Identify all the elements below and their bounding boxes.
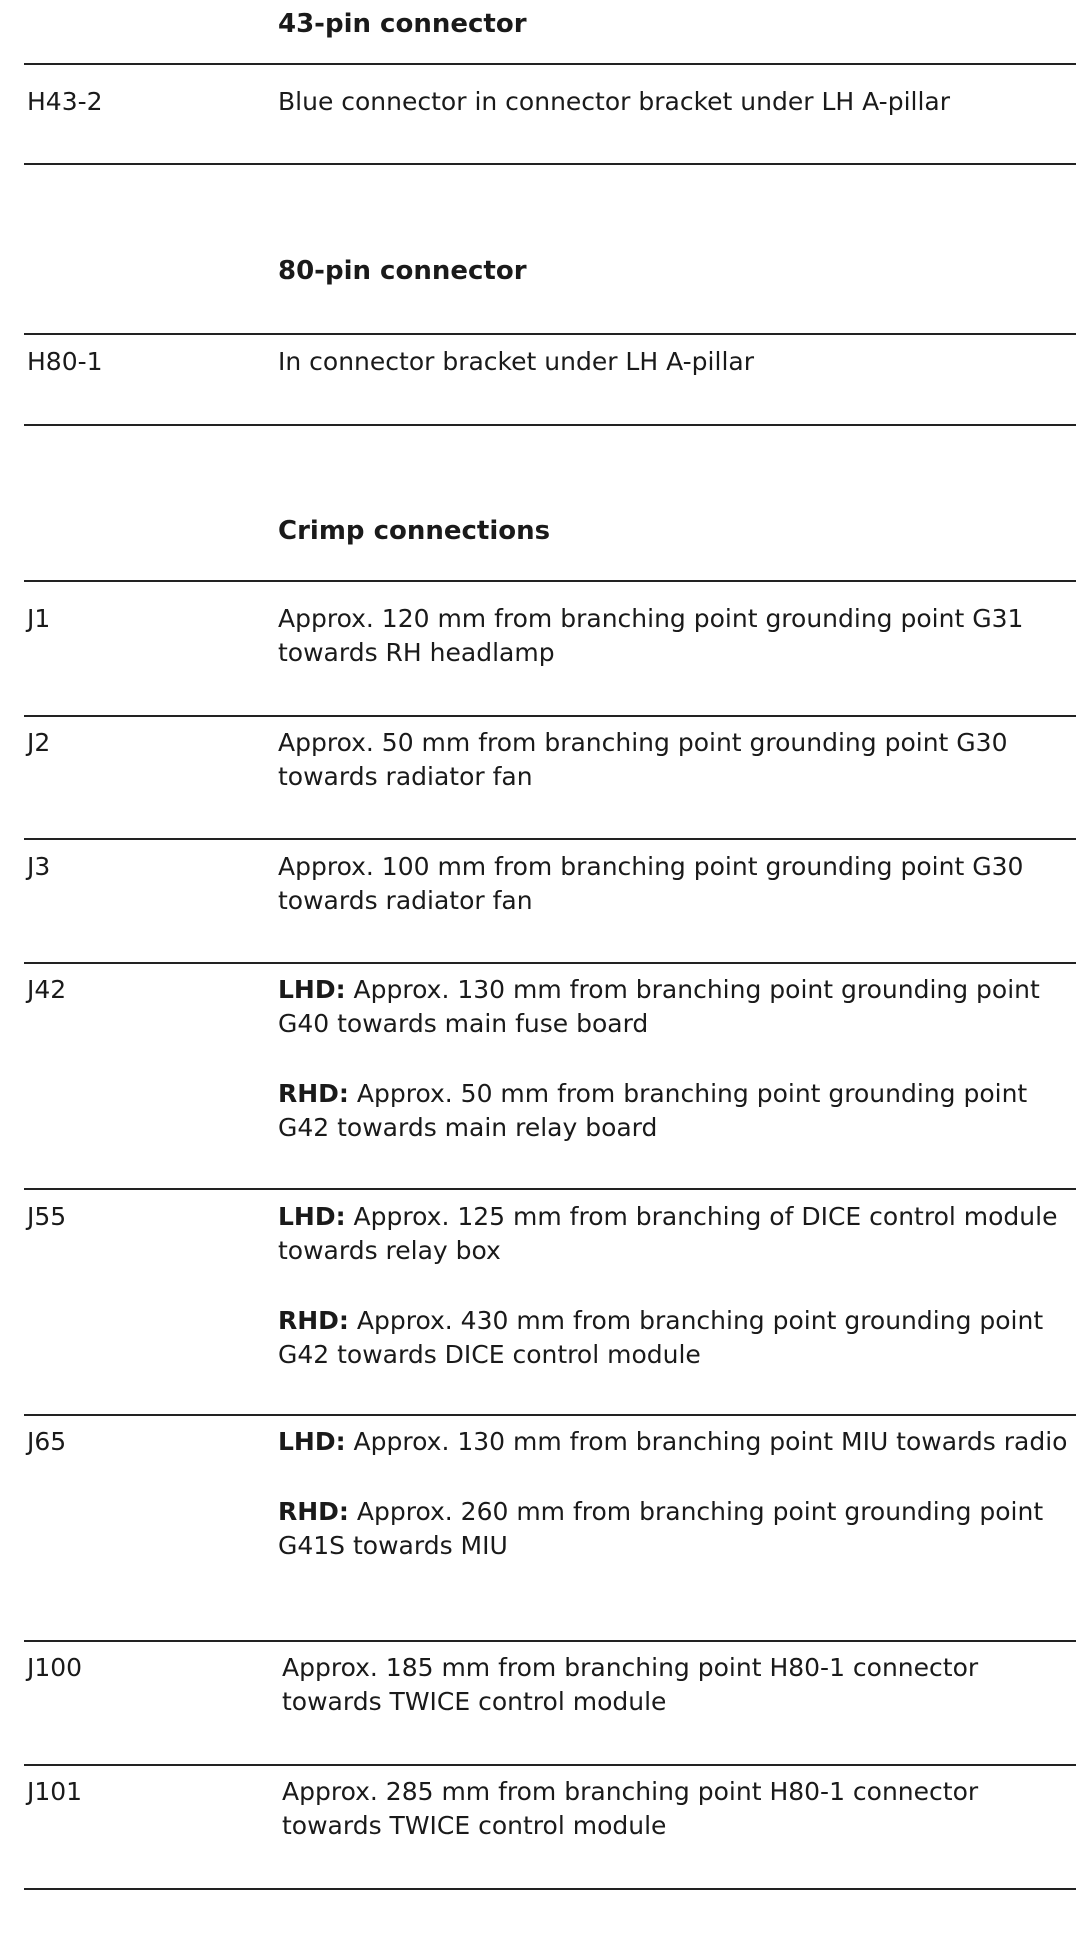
table-rule [24, 163, 1076, 165]
lhd-note [278, 1200, 1076, 1268]
table-rule [24, 333, 1076, 335]
rhd-note [278, 1495, 1076, 1563]
section-heading-43-pin: 43-pin connector [278, 9, 527, 39]
crimp-code: J101 [27, 1777, 83, 1806]
crimp-description: Approx. 50 mm from branching point grounding point G30 towards radiator fan [278, 728, 1008, 791]
table-rule [24, 1640, 1076, 1642]
crimp-code: J55 [27, 1202, 67, 1231]
rhd-text: Approx. 260 mm from branching point grounding point G41S towards MIU [278, 1497, 1044, 1560]
section-heading-80-pin: 80-pin connector [278, 256, 527, 286]
connector-code: H43-2 [27, 87, 103, 116]
crimp-description: Approx. 120 mm from branching point grounding point G31 towards RH headlamp [278, 604, 1024, 667]
table-rule [24, 962, 1076, 964]
crimp-description: Approx. 185 mm from branching point H80-1 connector towards TWICE control module [282, 1653, 979, 1716]
lhd-label: LHD: [278, 1427, 346, 1456]
table-rule [24, 63, 1076, 65]
lhd-text: Approx. 130 mm from branching point grounding point G40 towards main fuse board [278, 975, 1040, 1038]
lhd-label: LHD: [278, 975, 346, 1004]
crimp-description: Approx. 285 mm from branching point H80-1 connector towards TWICE control module [282, 1777, 979, 1840]
table-rule [24, 838, 1076, 840]
lhd-note [278, 1425, 1076, 1459]
connector-description: Blue connector in connector bracket under LH A-pillar [278, 87, 951, 116]
crimp-code: J2 [27, 728, 51, 757]
crimp-description: Approx. 100 mm from branching point grounding point G30 towards radiator fan [278, 852, 1024, 915]
crimp-description [278, 973, 1076, 1145]
table-rule [24, 715, 1076, 717]
rhd-label: RHD: [278, 1079, 349, 1108]
lhd-note [278, 973, 1076, 1041]
connector-description: In connector bracket under LH A-pillar [278, 347, 754, 376]
table-rule [24, 580, 1076, 582]
table-rule [24, 1888, 1076, 1890]
rhd-note [278, 1077, 1076, 1145]
crimp-code: J3 [27, 852, 51, 881]
crimp-description [278, 1200, 1076, 1372]
crimp-description [278, 1425, 1076, 1563]
rhd-note [278, 1304, 1076, 1372]
connector-code: H80-1 [27, 347, 103, 376]
crimp-code: J65 [27, 1427, 67, 1456]
table-rule [24, 1188, 1076, 1190]
lhd-label: LHD: [278, 1202, 346, 1231]
table-rule [24, 1764, 1076, 1766]
table-rule [24, 1414, 1076, 1416]
rhd-label: RHD: [278, 1497, 349, 1526]
crimp-code: J1 [27, 604, 51, 633]
table-rule [24, 424, 1076, 426]
rhd-text: Approx. 50 mm from branching point grounding point G42 towards main relay board [278, 1079, 1028, 1142]
lhd-text: Approx. 125 mm from branching of DICE control module towards relay box [278, 1202, 1058, 1265]
rhd-text: Approx. 430 mm from branching point grounding point G42 towards DICE control module [278, 1306, 1044, 1369]
crimp-code: J100 [27, 1653, 83, 1682]
rhd-label: RHD: [278, 1306, 349, 1335]
section-heading-crimp: Crimp connections [278, 516, 551, 546]
lhd-text: Approx. 130 mm from branching point MIU towards radio [345, 1427, 1068, 1456]
crimp-code: J42 [27, 975, 67, 1004]
